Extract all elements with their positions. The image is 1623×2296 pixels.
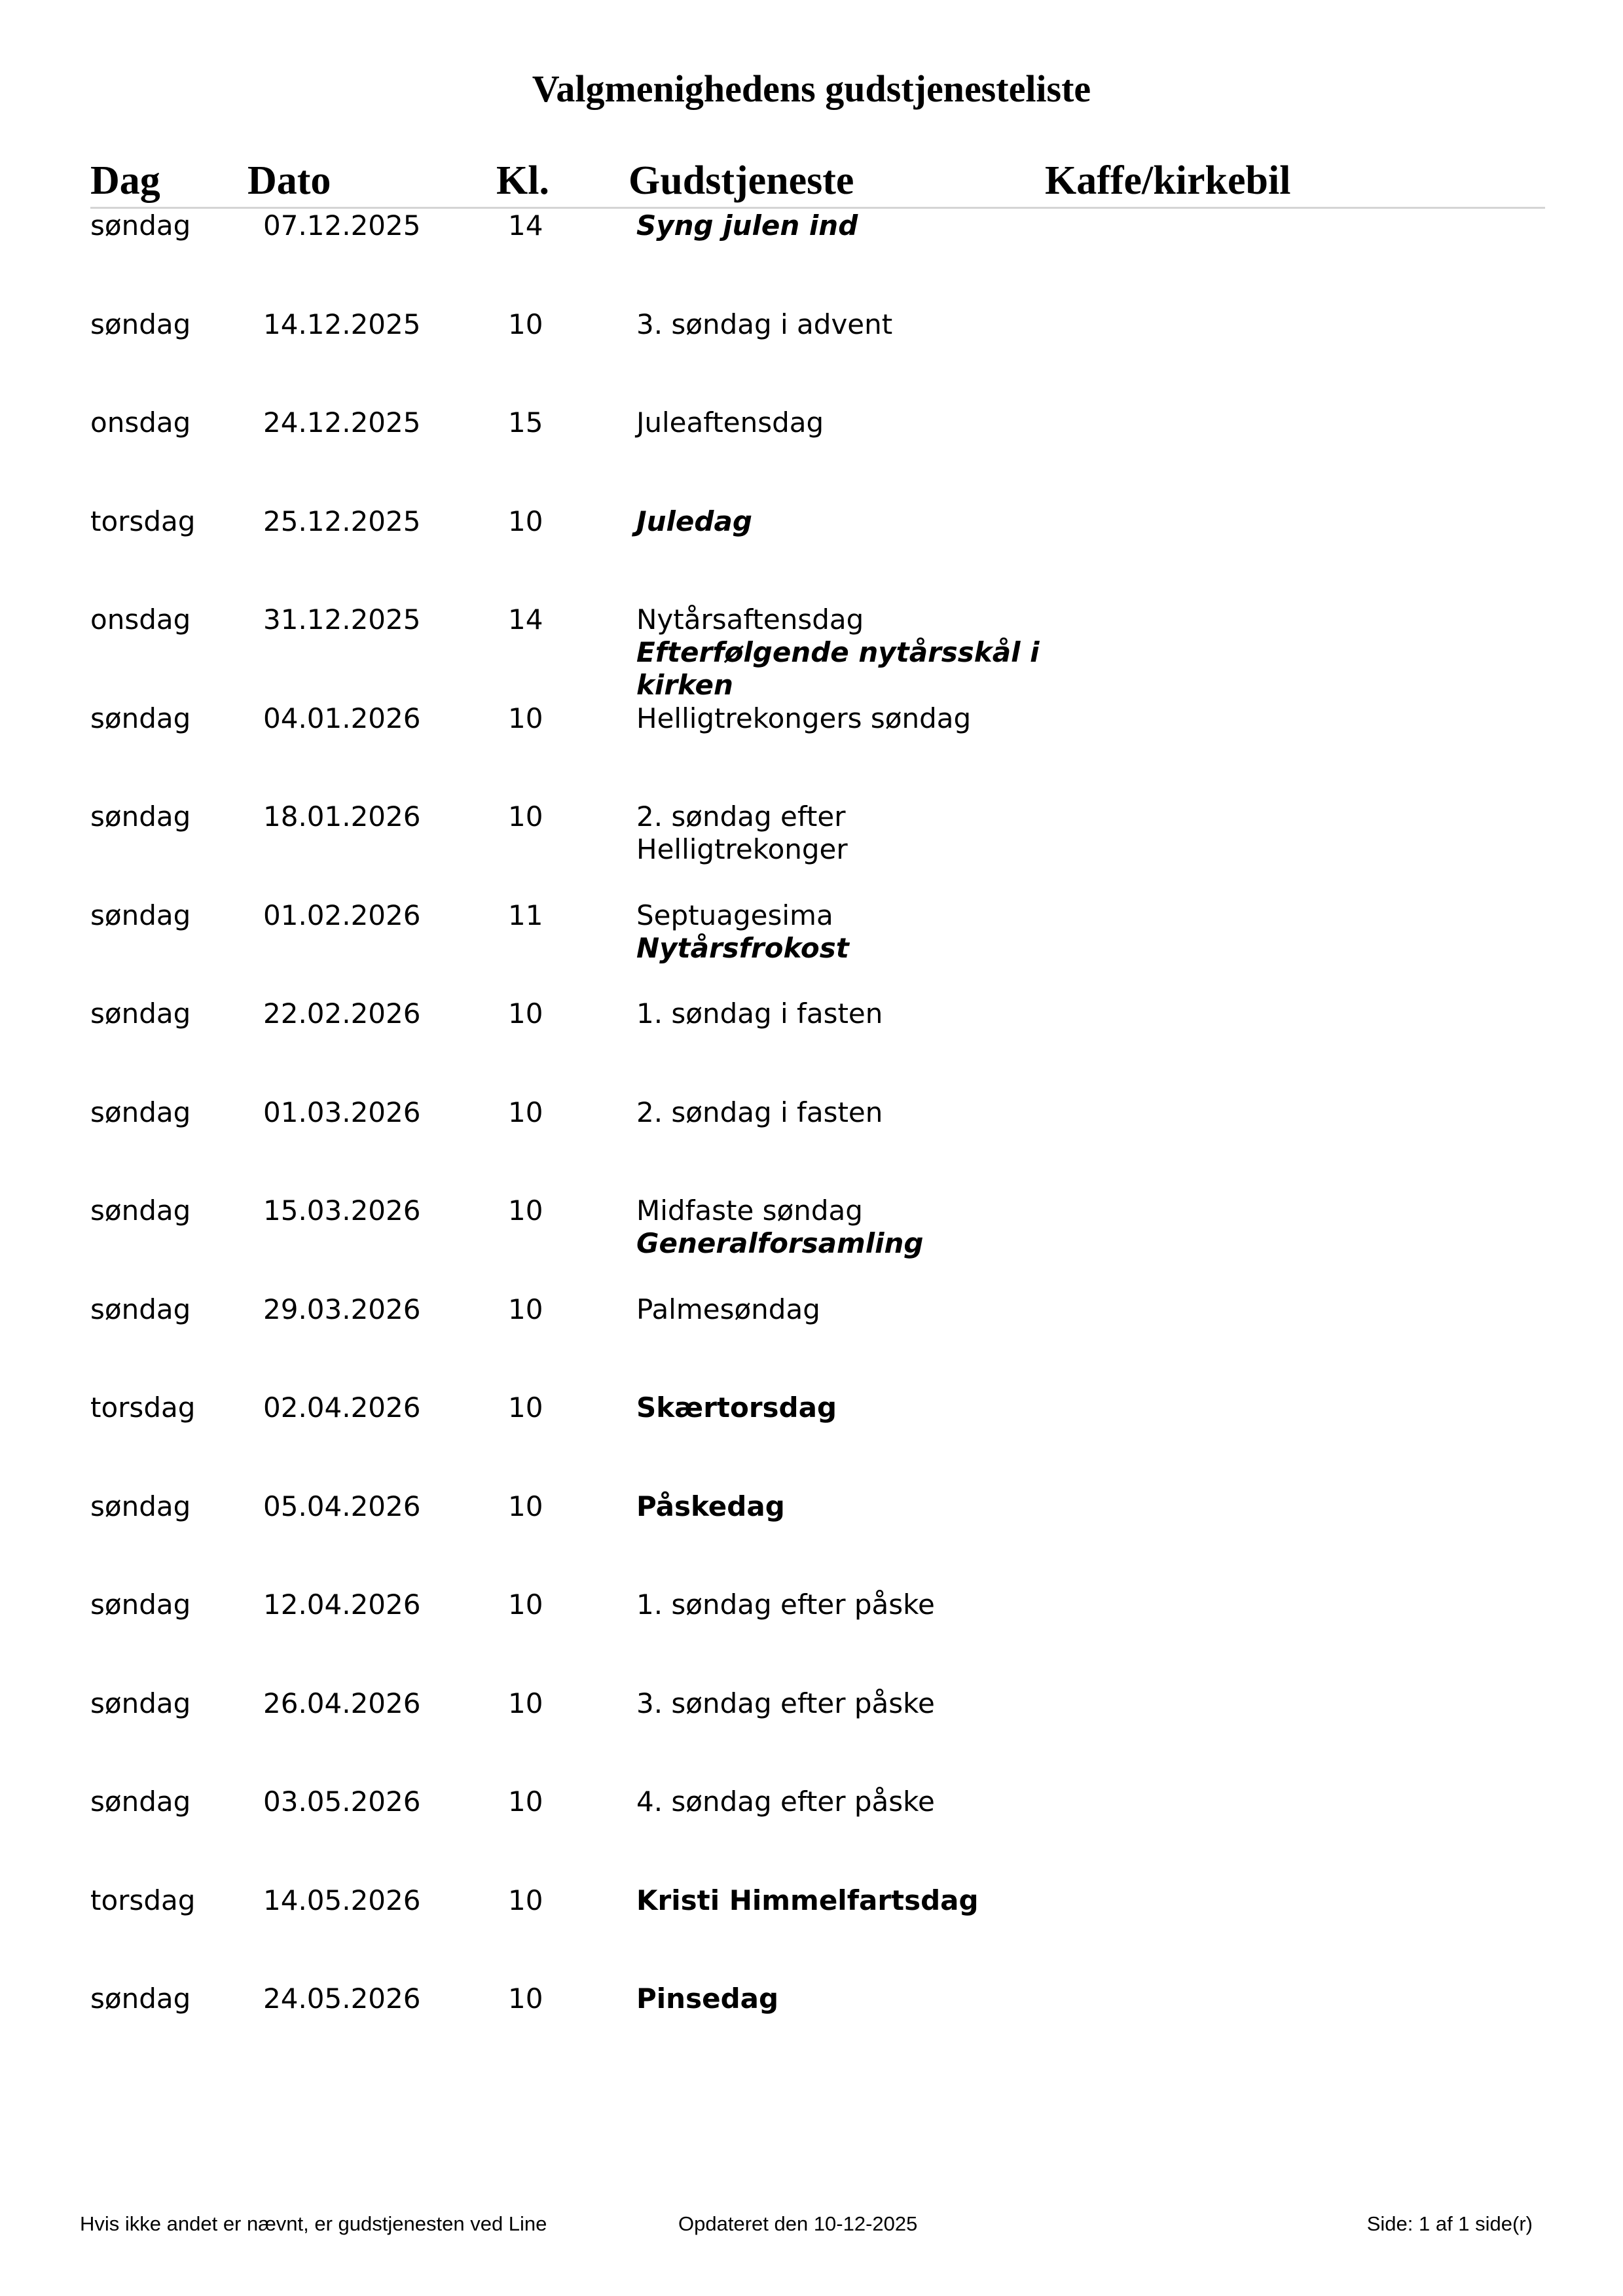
row-time: 10 (508, 1096, 543, 1128)
row-date: 24.12.2025 (263, 406, 421, 439)
row-day: torsdag (90, 1884, 196, 1916)
row-time: 10 (508, 1588, 543, 1621)
row-service (636, 1884, 1055, 1917)
row-service (636, 1391, 1055, 1424)
row-service (636, 1785, 1055, 1818)
row-date: 25.12.2025 (263, 505, 421, 537)
row-date: 02.04.2026 (263, 1391, 421, 1424)
row-service (636, 209, 1055, 242)
service-line: Pinsedag (636, 1982, 779, 2015)
row-service (636, 1293, 1055, 1326)
row-day: søndag (90, 1490, 191, 1522)
service-line: Skærtorsdag (636, 1391, 837, 1424)
row-day: søndag (90, 1687, 191, 1719)
row-service (636, 1982, 1055, 2015)
row-time: 10 (508, 1982, 543, 2015)
row-date: 03.05.2026 (263, 1785, 421, 1818)
row-date: 15.03.2026 (263, 1194, 421, 1227)
table-header (0, 154, 1623, 207)
row-time: 10 (508, 800, 543, 833)
row-date: 04.01.2026 (263, 702, 421, 734)
footer-note: Hvis ikke andet er nævnt, er gudstjenesten ved Line (80, 2212, 547, 2235)
row-time: 14 (508, 603, 543, 636)
header-dag: Dag (90, 158, 160, 203)
row-date: 18.01.2026 (263, 800, 421, 833)
row-date: 07.12.2025 (263, 209, 421, 242)
row-service (636, 702, 1055, 735)
row-day: torsdag (90, 505, 196, 537)
row-day: søndag (90, 997, 191, 1030)
row-date: 29.03.2026 (263, 1293, 421, 1325)
row-date: 01.03.2026 (263, 1096, 421, 1128)
row-day: søndag (90, 209, 191, 242)
row-time: 10 (508, 1194, 543, 1227)
service-line: Juleaftensdag (636, 406, 824, 439)
row-time: 10 (508, 1785, 543, 1818)
service-line: Nytårsfrokost (636, 931, 849, 964)
row-service (636, 603, 1055, 702)
row-service (636, 1588, 1055, 1621)
row-day: søndag (90, 308, 191, 340)
row-date: 01.02.2026 (263, 899, 421, 931)
row-service (636, 997, 1055, 1030)
row-date: 24.05.2026 (263, 1982, 421, 2015)
row-time: 10 (508, 1687, 543, 1719)
row-service (636, 899, 1055, 965)
row-day: søndag (90, 1194, 191, 1227)
header-kaffe-kirkebil: Kaffe/kirkebil (1045, 158, 1291, 203)
row-day: søndag (90, 1982, 191, 2015)
row-time: 10 (508, 505, 543, 537)
row-service (636, 505, 1055, 538)
document-title: Valgmenighedens gudstjenesteliste (532, 67, 1091, 110)
service-line: Generalforsamling (636, 1227, 924, 1259)
row-service (636, 1687, 1055, 1720)
row-time: 14 (508, 209, 543, 242)
row-date: 14.05.2026 (263, 1884, 421, 1916)
row-service (636, 1194, 1055, 1260)
row-time: 10 (508, 997, 543, 1030)
row-service (636, 308, 1055, 341)
service-line: 2. søndag efter Helligtrekonger (636, 800, 848, 865)
service-line: 2. søndag i fasten (636, 1096, 883, 1128)
row-day: onsdag (90, 406, 191, 439)
service-line: Midfaste søndag (636, 1194, 863, 1227)
service-line: Efterfølgende nytårsskål i kirken (636, 636, 1040, 701)
service-line: Syng julen ind (636, 209, 858, 242)
row-time: 10 (508, 702, 543, 734)
row-day: søndag (90, 1293, 191, 1325)
header-divider (90, 207, 1545, 209)
row-day: søndag (90, 899, 191, 931)
service-line: 3. søndag i advent (636, 308, 893, 340)
service-line: Palmesøndag (636, 1293, 820, 1325)
row-time: 11 (508, 899, 543, 931)
header-gudstjeneste: Gudstjeneste (629, 158, 854, 203)
service-line: Helligtrekongers søndag (636, 702, 972, 734)
row-time: 15 (508, 406, 543, 439)
row-date: 12.04.2026 (263, 1588, 421, 1621)
header-dato: Dato (247, 158, 331, 203)
service-line: Kristi Himmelfartsdag (636, 1884, 979, 1916)
row-date: 31.12.2025 (263, 603, 421, 636)
service-line: Septuagesima (636, 899, 833, 931)
row-day: søndag (90, 1096, 191, 1128)
service-line: Juledag (636, 505, 752, 537)
service-line: 1. søndag efter påske (636, 1588, 935, 1621)
footer-page: Side: 1 af 1 side(r) (1366, 2212, 1533, 2235)
row-date: 26.04.2026 (263, 1687, 421, 1719)
row-day: søndag (90, 800, 191, 833)
service-line: Nytårsaftensdag (636, 603, 864, 636)
row-day: torsdag (90, 1391, 196, 1424)
service-line: 3. søndag efter påske (636, 1687, 935, 1719)
row-day: søndag (90, 1785, 191, 1818)
row-day: onsdag (90, 603, 191, 636)
service-line: 4. søndag efter påske (636, 1785, 935, 1818)
row-time: 10 (508, 1490, 543, 1522)
row-date: 14.12.2025 (263, 308, 421, 340)
service-line: 1. søndag i fasten (636, 997, 883, 1030)
row-service (636, 1096, 1055, 1129)
row-date: 05.04.2026 (263, 1490, 421, 1522)
row-time: 10 (508, 1391, 543, 1424)
row-time: 10 (508, 1293, 543, 1325)
service-line: Påskedag (636, 1490, 785, 1522)
header-kl: Kl. (496, 158, 549, 203)
row-time: 10 (508, 308, 543, 340)
footer-updated: Opdateret den 10-12-2025 (678, 2212, 918, 2235)
row-time: 10 (508, 1884, 543, 1916)
row-service (636, 406, 1055, 439)
row-day: søndag (90, 1588, 191, 1621)
row-date: 22.02.2026 (263, 997, 421, 1030)
row-service (636, 1490, 1055, 1523)
row-service (636, 800, 1055, 866)
row-day: søndag (90, 702, 191, 734)
